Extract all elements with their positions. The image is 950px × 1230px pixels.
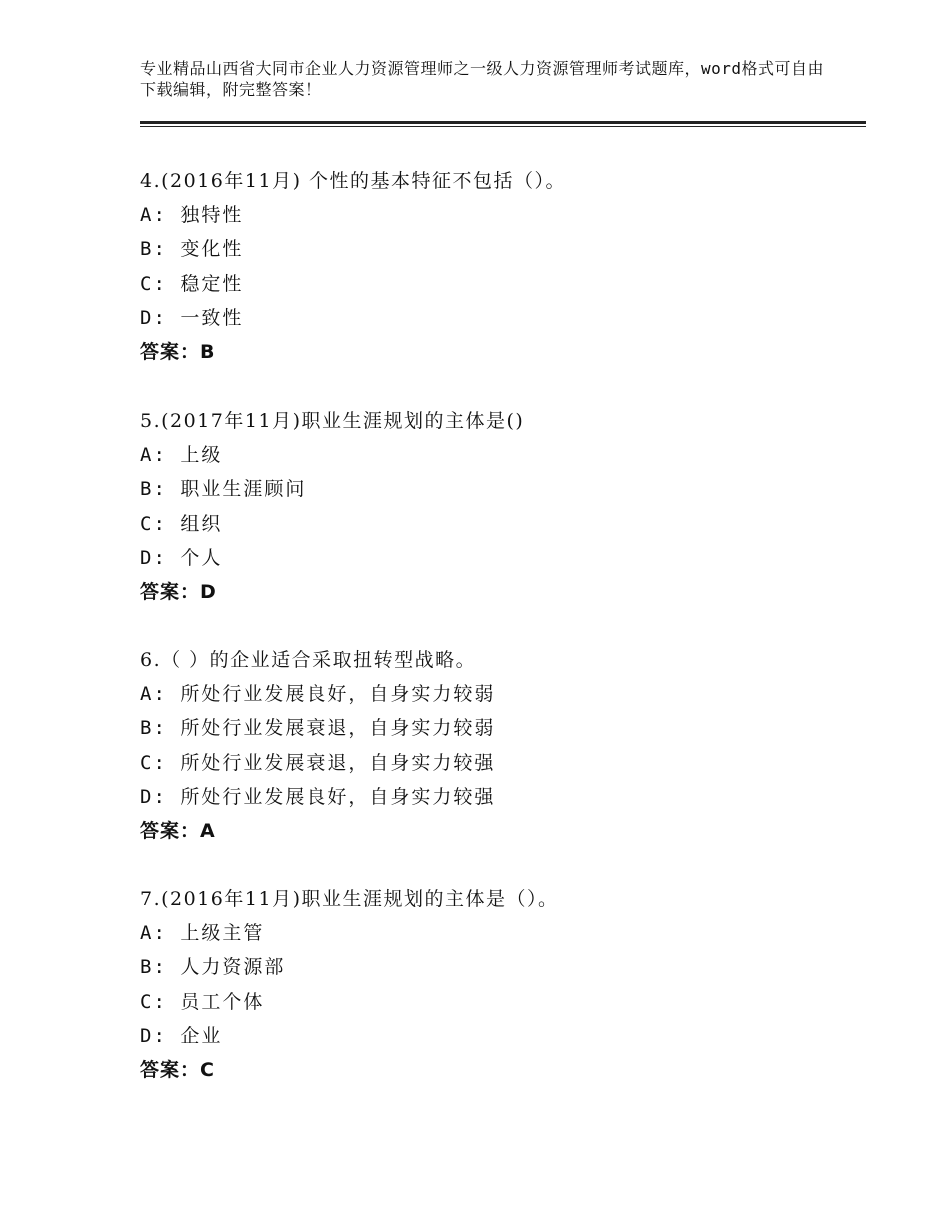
option-c: C: 员工个体 [140,990,265,1013]
option-c: C: 稳定性 [140,272,244,295]
option-d: D: 一致性 [140,306,244,329]
option-d: D: 企业 [140,1024,223,1047]
question-stem: 6.（ ）的企业适合采取扭转型战略。 [140,649,477,671]
question-stem: 5.(2017年11月)职业生涯规划的主体是() [140,410,525,432]
question-stem: 4.(2016年11月) 个性的基本特征不包括（）。 [140,170,567,192]
option-c: C: 所处行业发展衰退，自身实力较强 [140,751,496,774]
option-d: D: 个人 [140,546,223,569]
option-b: B: 职业生涯顾问 [140,478,307,501]
document-header: 专业精品山西省大同市企业人力资源管理师之一级人力资源管理师考试题库，word格式可自由下载编辑，附完整答案！ [140,59,825,99]
header-rule-thin [140,126,866,127]
option-c: C: 组织 [140,512,223,535]
option-a: A: 所处行业发展良好，自身实力较弱 [140,683,496,706]
option-a: A: 上级 [140,444,223,467]
header-rule-thick [140,121,866,124]
question-block [140,164,860,369]
question-stem: 7.(2016年11月)职业生涯规划的主体是（）。 [140,888,559,910]
option-d: D: 所处行业发展良好，自身实力较强 [140,785,496,808]
option-b: B: 变化性 [140,238,244,261]
option-b: B: 人力资源部 [140,956,286,979]
answer: 答案：B [140,340,216,363]
question-block [140,404,860,609]
answer: 答案：D [140,580,217,603]
option-b: B: 所处行业发展衰退，自身实力较弱 [140,717,496,740]
option-a: A: 独特性 [140,204,244,227]
answer: 答案：A [140,819,216,842]
option-a: A: 上级主管 [140,922,265,945]
answer: 答案：C [140,1058,215,1081]
question-block [140,643,860,848]
question-block [140,882,860,1087]
